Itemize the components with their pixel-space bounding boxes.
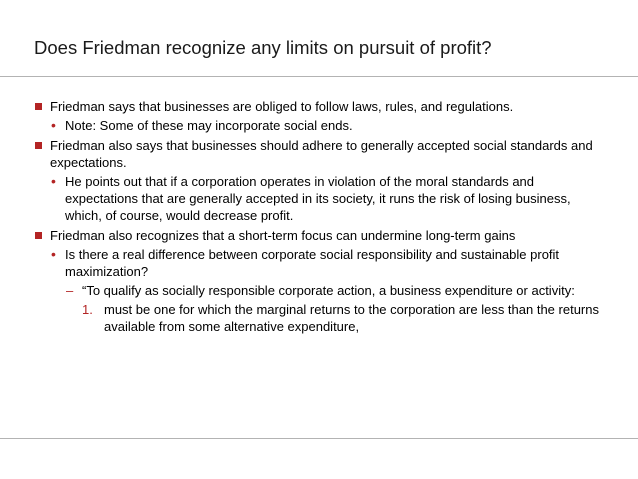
bullet-level4 — [0, 301, 638, 335]
slide-body — [0, 98, 638, 335]
bullet-text: Friedman also recognizes that a short-term focus can undermine long-term gains — [50, 228, 516, 243]
bullet-level3 — [0, 282, 638, 299]
slide-title: Does Friedman recognize any limits on pursuit of profit? — [34, 37, 492, 58]
dot-bullet-icon: • — [51, 173, 56, 189]
bullet-level2 — [0, 117, 638, 134]
number-marker: 1. — [82, 302, 93, 317]
bullet-level2 — [0, 173, 638, 224]
bullet-text: Friedman says that businesses are obliged to follow laws, rules, and regulations. — [50, 99, 514, 114]
square-bullet-icon — [35, 142, 42, 149]
bullet-text: Friedman also says that businesses should adhere to generally accepted social standards and expectations. — [50, 138, 593, 170]
square-bullet-icon — [35, 232, 42, 239]
dot-bullet-icon: • — [51, 246, 56, 262]
title-divider — [0, 76, 638, 77]
square-bullet-icon — [35, 103, 42, 110]
bullet-level1 — [0, 227, 638, 244]
bullet-level1 — [0, 137, 638, 171]
dash-bullet-icon: – — [66, 283, 74, 298]
bullet-text: must be one for which the marginal returns to the corporation are less than the returns available from some alternative expenditure, — [104, 302, 599, 334]
bullet-text: He points out that if a corporation operates in violation of the moral standards and expectations that are generally accepted in its society, it runs the risk of losing business, which, of course, would decrease profit. — [65, 174, 571, 223]
bullet-text: “To qualify as socially responsible corporate action, a business expenditure or activity: — [82, 283, 575, 298]
bullet-level1 — [0, 98, 638, 115]
bullet-text: Is there a real difference between corporate social responsibility and sustainable profit maximization? — [65, 247, 560, 279]
bullet-text: Note: Some of these may incorporate social ends. — [65, 118, 353, 133]
dot-bullet-icon: • — [51, 117, 56, 133]
bullet-level2 — [0, 246, 638, 280]
footer-divider — [0, 438, 638, 439]
